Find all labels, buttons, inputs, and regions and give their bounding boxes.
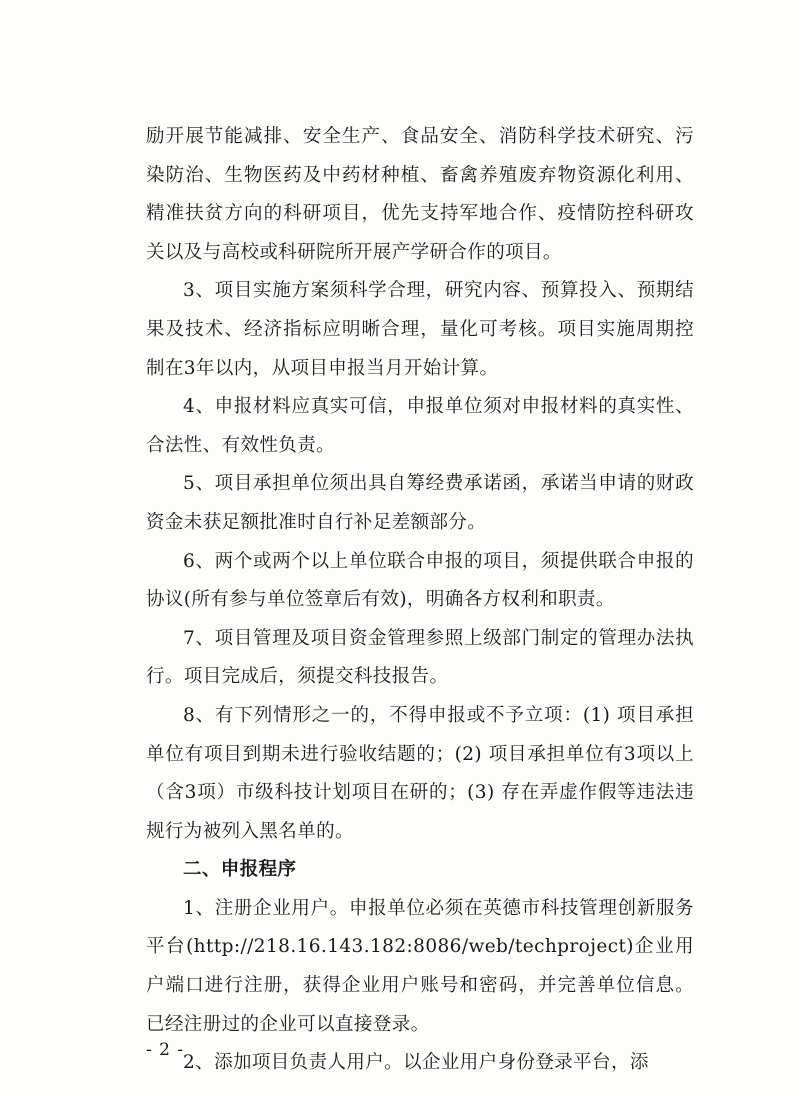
paragraph-step-2: 2、添加项目负责人用户。以企业用户身份登录平台，添 (183, 1052, 649, 1074)
paragraph-item-8: 8、有下列情形之一的，不得申报或不予立项：(1) 项目承担单位有项目到期未进行验收结题的；(2) 项目承担单位有3项以上（含3项）市级科技计划项目在研的；(3) 存在弄虚作假等违法违规行为被列入黑名单的。 (146, 704, 694, 842)
paragraph-step-1: 1、注册企业用户。申报单位必须在英德市科技管理创新服务平台(http://218.16.143.182:8086/web/techproject)企业用户端口进行注册，获得企业用户账号和密码，并完善单位信息。已经注册过的企业可以直接登录。 (146, 897, 694, 1035)
paragraph-item-7: 7、项目管理及项目资金管理参照上级部门制定的管理办法执行。项目完成后，须提交科技报告。 (146, 627, 694, 688)
paragraph-item-6: 6、两个或两个以上单位联合申报的项目，须提供联合申报的协议(所有参与单位签章后有效)，明确各方权利和职责。 (146, 550, 694, 611)
paragraph-item-4: 4、申报材料应真实可信，申报单位须对申报材料的真实性、合法性、有效性负责。 (146, 396, 694, 456)
paragraph-fragment: 励开展节能减排、安全生产、食品安全、消防科学技术研究、污染防治、生物医药及中药材种植、畜禽养殖废弃物资源化利用、精准扶贫方向的科研项目，优先支持军地合作、疫情防控科研攻关以及与高校或科研院所开展产学研合作的项目。 (146, 126, 694, 263)
paragraph-item-3: 3、项目实施方案须科学合理，研究内容、预算投入、预期结果及技术、经济指标应明晰合理，量化可考核。项目实施周期控制在3年以内，从项目申报当月开始计算。 (146, 280, 694, 379)
section-heading: 二、申报程序 (183, 859, 297, 881)
paragraph-item-5: 5、项目承担单位须出具自筹经费承诺函，承诺当申请的财政资金未获足额批准时自行补足差额部分。 (146, 473, 694, 533)
page-number: - 2 - (146, 1040, 185, 1060)
document-body (146, 118, 694, 1083)
